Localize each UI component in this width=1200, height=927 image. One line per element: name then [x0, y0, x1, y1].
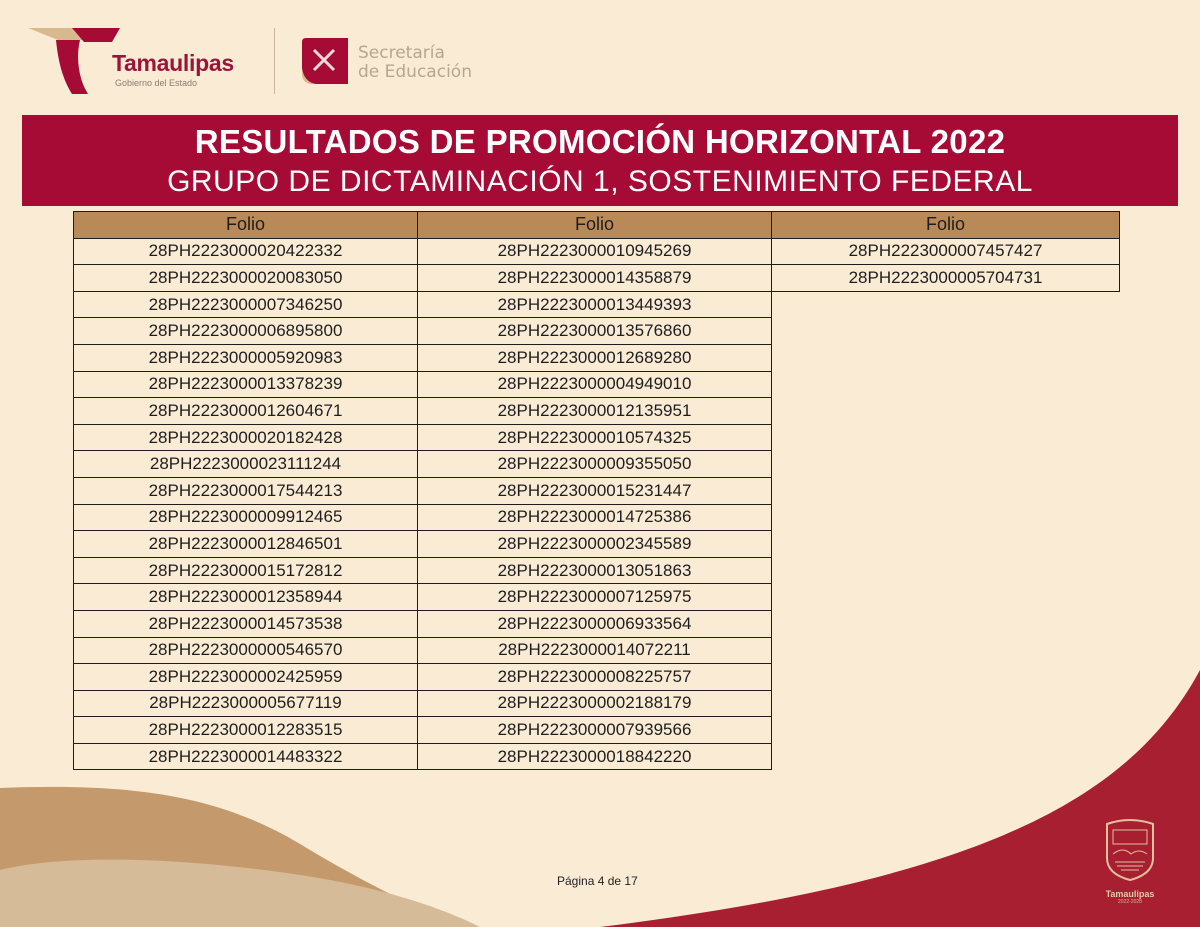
folio-cell: 28PH2223000010945269: [418, 238, 772, 265]
table-row: [418, 424, 772, 451]
brand-name: Tamaulipas: [112, 50, 234, 76]
table-row: [74, 690, 418, 717]
table-row: [74, 398, 418, 425]
folio-cell: 28PH2223000008225757: [418, 664, 772, 691]
table-row: [418, 610, 772, 637]
folio-cell: 28PH2223000002425959: [74, 664, 418, 691]
secretaria-label: [358, 44, 472, 82]
table-row: [74, 371, 418, 398]
table-row: [418, 664, 772, 691]
table-row: [418, 371, 772, 398]
table-row: [74, 424, 418, 451]
table-row: [74, 610, 418, 637]
table-row: [74, 504, 418, 531]
state-seal: [1098, 818, 1162, 918]
folio-cell: 28PH2223000005704731: [772, 265, 1120, 292]
table-row: [418, 637, 772, 664]
table-row: [74, 637, 418, 664]
folio-cell: 28PH2223000020182428: [74, 424, 418, 451]
folio-cell: 28PH2223000015172812: [74, 557, 418, 584]
table-row: [74, 318, 418, 345]
folio-cell: 28PH2223000020083050: [74, 265, 418, 292]
folio-cell: 28PH2223000014358879: [418, 265, 772, 292]
folio-cell: 28PH2223000002345589: [418, 531, 772, 558]
table-row: [418, 318, 772, 345]
folio-cell: 28PH2223000006895800: [74, 318, 418, 345]
brand-subtitle: Gobierno del Estado: [115, 78, 198, 88]
page-number: Página 4 de 17: [557, 874, 638, 888]
table-row: [418, 344, 772, 371]
page-title: RESULTADOS DE PROMOCIÓN HORIZONTAL 2022: [194, 123, 1006, 160]
folio-cell: 28PH2223000017544213: [74, 477, 418, 504]
table-row: [418, 398, 772, 425]
table-row: [418, 584, 772, 611]
table-row: [74, 584, 418, 611]
folio-cell: 28PH2223000002188179: [418, 690, 772, 717]
column-header: Folio: [74, 212, 418, 239]
gold-wave-light: [0, 860, 480, 927]
title-banner: [22, 115, 1178, 206]
folio-cell: 28PH2223000009355050: [418, 451, 772, 478]
folio-table-3: [771, 211, 1120, 292]
table-row: [418, 743, 772, 770]
page-subtitle: GRUPO DE DICTAMINACIÓN 1, SOSTENIMIENTO FEDERAL: [167, 165, 1033, 198]
table-row: [418, 557, 772, 584]
folio-cell: 28PH2223000015231447: [418, 477, 772, 504]
folio-cell: 28PH2223000014483322: [74, 743, 418, 770]
seal-years: 2022-2028: [1118, 899, 1142, 905]
table-row: [418, 531, 772, 558]
table-row: [418, 477, 772, 504]
table-row: [418, 238, 772, 265]
coat-of-arms-icon: [1101, 818, 1159, 882]
folio-cell: 28PH2223000013449393: [418, 291, 772, 318]
secretaria-line2: de Educación: [358, 62, 472, 82]
secretaria-line1: Secretaría: [358, 43, 445, 63]
table-row: [74, 291, 418, 318]
table-row: [418, 504, 772, 531]
table-row: [74, 238, 418, 265]
folio-cell: 28PH2223000007346250: [74, 291, 418, 318]
table-row: [74, 531, 418, 558]
folio-cell: 28PH2223000005677119: [74, 690, 418, 717]
folio-cell: 28PH2223000013051863: [418, 557, 772, 584]
table-row: [74, 664, 418, 691]
column-header: Folio: [772, 212, 1120, 239]
folio-cell: 28PH2223000012135951: [418, 398, 772, 425]
folio-cell: 28PH2223000012604671: [74, 398, 418, 425]
table-row: [74, 344, 418, 371]
folio-cell: 28PH2223000012689280: [418, 344, 772, 371]
folio-cell: 28PH2223000014725386: [418, 504, 772, 531]
folio-cell: 28PH2223000014072211: [418, 637, 772, 664]
table-row: [418, 717, 772, 744]
folio-cell: 28PH2223000012283515: [74, 717, 418, 744]
folio-cell: 28PH2223000018842220: [418, 743, 772, 770]
folio-cell: 28PH2223000012846501: [74, 531, 418, 558]
header-divider: [274, 28, 275, 94]
table-row: [772, 265, 1120, 292]
folio-table-1: [73, 211, 418, 770]
folio-cell: 28PH2223000007457427: [772, 238, 1120, 265]
education-pencil-ruler-icon: [300, 38, 348, 84]
folio-cell: 28PH2223000020422332: [74, 238, 418, 265]
folio-cell: 28PH2223000014573538: [74, 610, 418, 637]
table-row: [418, 265, 772, 292]
folio-cell: 28PH2223000007125975: [418, 584, 772, 611]
folio-cell: 28PH2223000013378239: [74, 371, 418, 398]
table-row: [74, 743, 418, 770]
folio-table-2: [417, 211, 772, 770]
seal-name: Tamaulipas: [1105, 889, 1155, 899]
table-row: [418, 690, 772, 717]
table-row: [74, 557, 418, 584]
tamaulipas-logo-icon: [28, 26, 120, 96]
table-row: [74, 717, 418, 744]
column-header: Folio: [418, 212, 772, 239]
table-row: [418, 291, 772, 318]
folio-cell: 28PH2223000005920983: [74, 344, 418, 371]
table-row: [418, 451, 772, 478]
table-row: [772, 238, 1120, 265]
folio-cell: 28PH2223000013576860: [418, 318, 772, 345]
folio-cell: 28PH2223000009912465: [74, 504, 418, 531]
folio-cell: 28PH2223000007939566: [418, 717, 772, 744]
table-row: [74, 451, 418, 478]
folio-cell: 28PH2223000012358944: [74, 584, 418, 611]
folio-cell: 28PH2223000010574325: [418, 424, 772, 451]
table-row: [74, 477, 418, 504]
table-row: [74, 265, 418, 292]
header: [0, 0, 1200, 112]
folio-cell: 28PH2223000023111244: [74, 451, 418, 478]
folio-cell: 28PH2223000004949010: [418, 371, 772, 398]
folio-cell: 28PH2223000000546570: [74, 637, 418, 664]
folio-cell: 28PH2223000006933564: [418, 610, 772, 637]
